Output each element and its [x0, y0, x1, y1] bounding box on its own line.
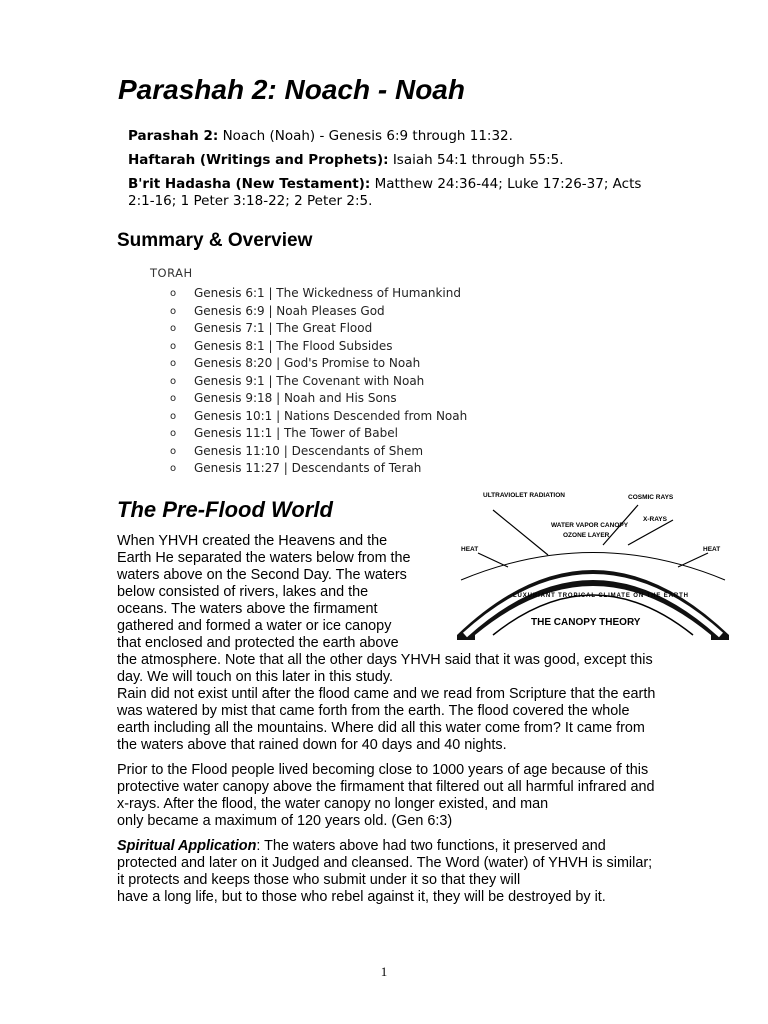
text-line: oceans. The waters above the firmament — [117, 601, 378, 617]
reading-text: Genesis 11:10 | Descendants of Shem — [194, 443, 424, 458]
reading-item — [170, 443, 467, 461]
reading-text: Genesis 11:27 | Descendants of Terah — [194, 461, 422, 475]
reading-item — [170, 390, 467, 408]
heat-right-label: HEAT — [703, 546, 721, 553]
heat-left-label: HEAT — [461, 546, 479, 553]
summary-heading: Summary & Overview — [117, 230, 313, 251]
preflood-heading: The Pre-Flood World — [117, 497, 333, 522]
uv-label: ULTRAVIOLET RADIATION — [483, 492, 565, 499]
torah-label: TORAH — [150, 266, 193, 280]
bullet-icon: o — [170, 445, 177, 457]
page-number: 1 — [380, 964, 388, 979]
reading-text: Genesis 10:1 | Nations Descended from Noah — [194, 408, 468, 423]
paragraph-creation — [117, 533, 662, 652]
reading-text: Genesis 9:18 | Noah and His Sons — [194, 391, 397, 405]
ozone-label: OZONE LAYER — [563, 532, 610, 539]
text-line: that enclosed and protected the earth above — [117, 635, 399, 651]
paragraph-spiritual-application: Spiritual Application: The waters above had two functions, it preserved and protected and later on it Judged and cleansed. The Word (water) of YHVH is similar; it protects and keeps those who submit under it so that they will — [117, 838, 653, 888]
diagram-caption: THE CANOPY THEORY — [531, 617, 641, 628]
text-line: waters above on the Second Day. The waters — [117, 567, 407, 583]
reading-text: Genesis 11:1 | The Tower of Babel — [194, 426, 398, 440]
paragraph-rain: Rain did not exist until after the flood came and we read from Scripture that the earth was watered by mist that came forth from the earth. The flood covered the whole earth including all the mountains. Where did all this water come from? It came from the waters above that rained down for 40 days and 40 nights. — [117, 686, 656, 753]
text-line: below consisted of rivers, lakes and the — [117, 584, 369, 600]
bullet-icon: o — [170, 463, 177, 474]
reading-text: Genesis 7:1 | The Great Flood — [194, 321, 373, 335]
page-title: Parashah 2: Noach - Noah — [118, 74, 465, 105]
haftarah-line: Haftarah (Writings and Prophets): Isaiah 54:1 through 55:5. — [128, 152, 564, 168]
reading-text: Genesis 6:1 | The Wickedness of Humankind — [194, 286, 461, 300]
reading-references — [128, 128, 648, 217]
reading-text: Genesis 9:1 | The Covenant with Noah — [194, 373, 425, 388]
cosmic-label: COSMIC RAYS — [628, 494, 674, 501]
reading-item — [170, 355, 467, 373]
reading-item — [170, 408, 467, 426]
text-line: When YHVH created the Heavens and the — [117, 533, 388, 549]
bullet-icon: o — [170, 340, 177, 352]
reading-text: Genesis 8:20 | God's Promise to Noah — [194, 356, 421, 370]
bullet-icon: o — [170, 375, 177, 387]
reading-item — [170, 373, 467, 391]
climate-label: LUXURIANT TROPICAL CLIMATE ON THE EARTH — [513, 593, 688, 599]
reading-item — [170, 285, 467, 303]
preflood-body — [117, 533, 662, 906]
bullet-icon: o — [170, 305, 177, 317]
text-line: Earth He separated the waters below from the — [117, 550, 411, 566]
spiritual-label: Spiritual Application — [117, 838, 257, 854]
paragraph-lifespan-end: only became a maximum of 120 years old. (Gen 6:3) — [117, 813, 453, 829]
text-line: gathered and formed a water or ice canopy — [117, 618, 392, 634]
reading-item — [170, 320, 467, 338]
bullet-icon: o — [170, 410, 177, 422]
bullet-icon: o — [170, 288, 177, 299]
reading-item — [170, 425, 467, 443]
brit-hadasha-line: B'rit Hadasha (New Testament): Matthew 24:36-44; Luke 17:26-37; Acts 2:1-16; 1 Peter 3:18-22; 2 Peter 2:5. — [128, 176, 642, 209]
reading-item — [170, 338, 467, 356]
xray-label: X-RAYS — [643, 516, 667, 523]
paragraph-lifespan: Prior to the Flood people lived becoming close to 1000 years of age because of this protective water canopy above the firmament that filtered out all harmful infrared and x-rays. After the flood, the water canopy no longer existed, and man — [117, 762, 655, 812]
paragraph-spiritual-end: have a long life, but to those who rebel against it, they will be destroyed by it. — [117, 889, 606, 905]
bullet-icon: o — [170, 358, 177, 369]
vapor-label: WATER VAPOR CANOPY — [551, 522, 629, 529]
bullet-icon: o — [170, 428, 177, 439]
reading-item — [170, 303, 467, 321]
parashah-line: Parashah 2: Noach (Noah) - Genesis 6:9 through 11:32. — [128, 128, 513, 144]
reading-text: Genesis 6:9 | Noah Pleases God — [194, 303, 385, 318]
torah-reading-list — [170, 285, 467, 478]
paragraph-atmosphere: the atmosphere. Note that all the other days YHVH said that it was good, except this day. We will touch on this later in this study. — [117, 652, 653, 685]
bullet-icon: o — [170, 323, 177, 334]
bullet-icon: o — [170, 393, 177, 404]
reading-text: Genesis 8:1 | The Flood Subsides — [194, 338, 393, 353]
reading-item — [170, 460, 467, 478]
